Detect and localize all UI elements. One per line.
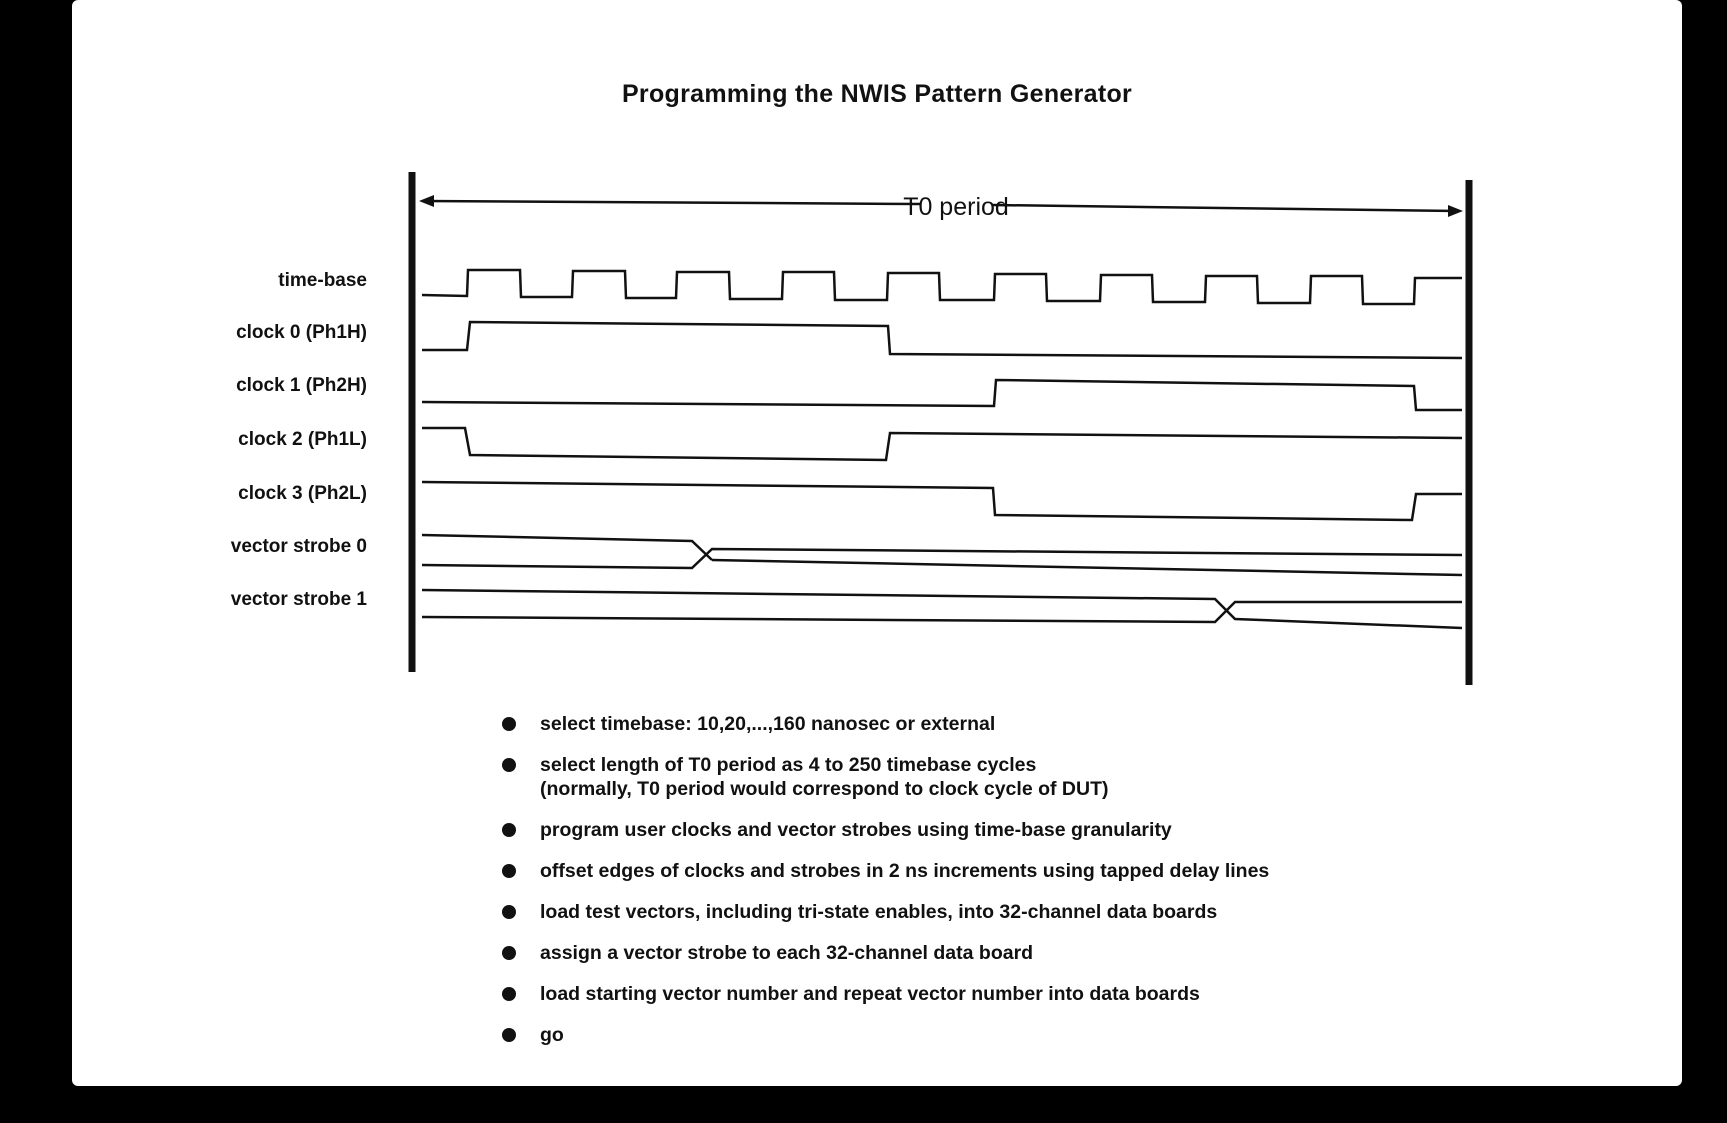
arrowhead-left xyxy=(419,195,434,207)
signal-label-vector-strobe-1: vector strobe 1 xyxy=(230,589,367,610)
bullet-dot-icon xyxy=(502,823,516,837)
waveform-clock-3 xyxy=(422,482,1462,520)
waveform-clock-2 xyxy=(422,428,1462,460)
bullet-item xyxy=(502,818,1502,842)
bullet-dot-icon xyxy=(502,1028,516,1042)
bullet-text: offset edges of clocks and strobes in 2 ns increments using tapped delay lines xyxy=(540,860,1270,882)
waveform-time-base xyxy=(422,270,1462,304)
waveform-vector-strobe-1-top xyxy=(422,590,1462,628)
bullet-text: load test vectors, including tri-state enables, into 32-channel data boards xyxy=(540,901,1218,923)
signal-label-clock-3: clock 3 (Ph2L) xyxy=(238,483,367,504)
bullet-item xyxy=(502,982,1502,1006)
bullet-text: select length of T0 period as 4 to 250 timebase cycles (normally, T0 period would correspond to clock cycle of DUT) xyxy=(540,754,1109,800)
bullet-text: load starting vector number and repeat vector number into data boards xyxy=(540,983,1200,1005)
period-arrow-right xyxy=(992,205,1457,211)
waveform-vector-strobe-1-bottom xyxy=(422,602,1462,622)
signal-label-clock-2: clock 2 (Ph1L) xyxy=(238,429,367,450)
bullet-item xyxy=(502,941,1502,965)
bullet-dot-icon xyxy=(502,864,516,878)
signal-label-vector-strobe-0: vector strobe 0 xyxy=(230,536,367,557)
waveform-vector-strobe-0-top xyxy=(422,535,712,560)
slide xyxy=(72,0,1682,1086)
waveform-vector-strobe-0-cont xyxy=(712,560,1462,575)
waveform-clock-0 xyxy=(422,322,1462,358)
signal-label-clock-1: clock 1 (Ph2H) xyxy=(236,375,367,396)
bullet-dot-icon xyxy=(502,946,516,960)
bullet-item xyxy=(502,712,1502,736)
bullet-item xyxy=(502,753,1502,801)
bullet-dot-icon xyxy=(502,905,516,919)
bullet-item xyxy=(502,900,1502,924)
timing-diagram xyxy=(72,0,1682,720)
bullet-dot-icon xyxy=(502,717,516,731)
signal-label-time-base: time-base xyxy=(278,270,367,291)
bullet-item xyxy=(502,1023,1502,1047)
bullet-list xyxy=(502,712,1502,1064)
bullet-text: go xyxy=(540,1024,564,1046)
bullet-item xyxy=(502,859,1502,883)
bullet-text: assign a vector strobe to each 32-channel data board xyxy=(540,942,1034,964)
waveform-clock-1 xyxy=(422,380,1462,410)
period-arrow-left xyxy=(422,201,920,204)
period-label: T0 period xyxy=(903,193,1009,221)
bullet-text: select timebase: 10,20,...,160 nanosec or external xyxy=(540,713,996,735)
bullet-dot-icon xyxy=(502,758,516,772)
arrowhead-right xyxy=(1448,205,1463,217)
signal-label-clock-0: clock 0 (Ph1H) xyxy=(236,322,367,343)
bullet-text: program user clocks and vector strobes using time-base granularity xyxy=(540,819,1172,841)
bullet-dot-icon xyxy=(502,987,516,1001)
page-title: Programming the NWIS Pattern Generator xyxy=(621,80,1133,108)
